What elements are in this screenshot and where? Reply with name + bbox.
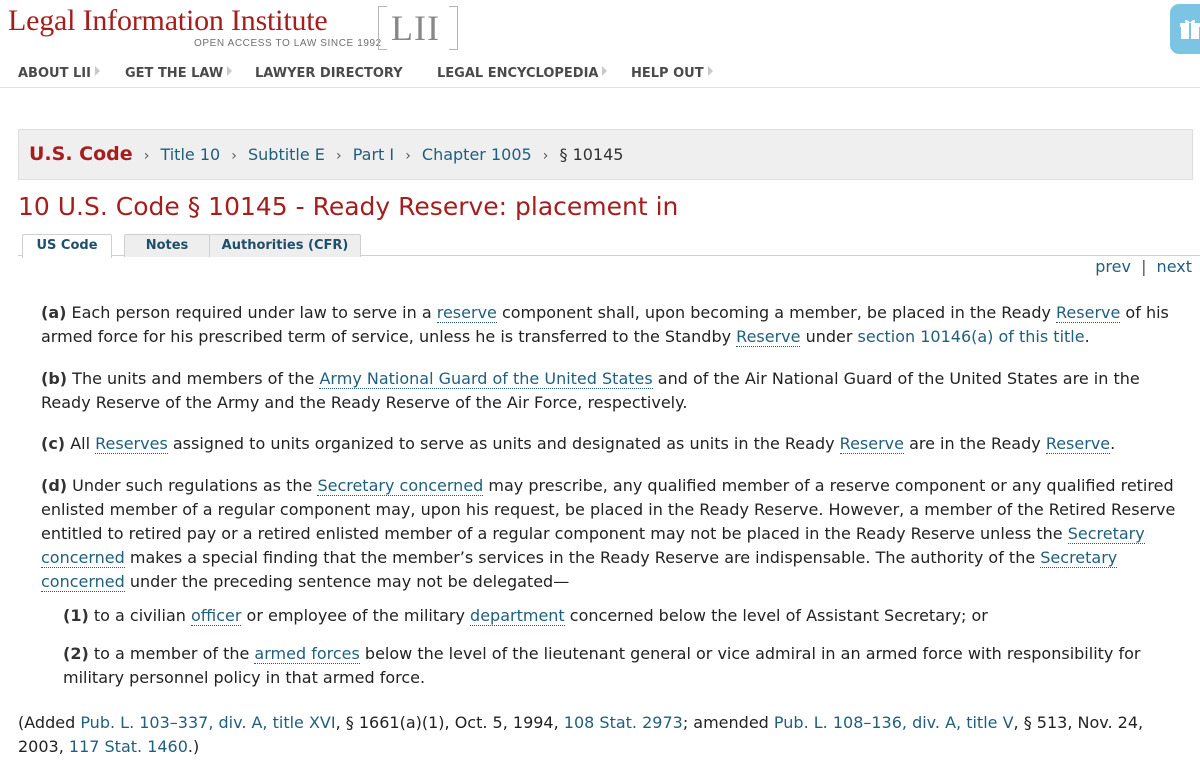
pub-law-108-136-link[interactable]: Pub. L. 108–136, div. A, title V: [773, 713, 1014, 732]
next-link[interactable]: next: [1156, 257, 1192, 276]
subsection-a: [41, 301, 1186, 349]
definition-link-reserve[interactable]: Reserve: [839, 434, 904, 453]
breadcrumb-separator: ›: [542, 148, 549, 164]
text: makes a special finding that the member’s services in the Ready Reserve are indispensable. The authority of the: [124, 548, 1041, 567]
text: or employee of the military: [241, 606, 471, 625]
text: .: [1084, 327, 1090, 346]
text: component shall, upon becoming a member, be placed in the Ready: [496, 303, 1057, 322]
text: to a civilian: [88, 606, 191, 625]
subsection-label: (c): [41, 434, 66, 453]
subsection-label: (d): [41, 476, 68, 495]
paragraph-d-1: [63, 604, 1186, 628]
breadcrumb-subtitle-e[interactable]: Subtitle E: [247, 145, 325, 164]
section-10146-link[interactable]: section 10146(a) of this title: [857, 327, 1085, 346]
caret-right-icon: [602, 66, 607, 76]
paragraph-label: (2): [63, 644, 89, 663]
definition-link-army-national-guard[interactable]: Army National Guard of the United States: [319, 369, 653, 388]
subsection-label: (b): [41, 369, 68, 388]
definition-link-armed-forces[interactable]: armed forces: [254, 644, 360, 663]
breadcrumb-part-i[interactable]: Part I: [352, 145, 395, 164]
lii-logo[interactable]: [8, 2, 458, 54]
breadcrumb: [29, 143, 623, 165]
bracket-left: [378, 6, 387, 50]
caret-right-icon: [708, 66, 713, 76]
pager: [1095, 257, 1192, 276]
main-nav: [0, 58, 1200, 88]
breadcrumb-chapter-1005[interactable]: Chapter 1005: [421, 145, 532, 164]
text: .): [187, 737, 200, 756]
text: assigned to units organized to serve as units and designated as units in the Ready: [167, 434, 840, 453]
donate-button[interactable]: [1170, 4, 1200, 54]
definition-link-reserve[interactable]: Reserve: [1056, 303, 1121, 322]
nav-help-out[interactable]: HELP OUT: [631, 66, 713, 81]
text: under: [800, 327, 858, 346]
definition-link-reserve[interactable]: Reserve: [1045, 434, 1111, 453]
nav-legal-encyclopedia[interactable]: LEGAL ENCYCLOPEDIA: [437, 66, 607, 81]
definition-link-officer[interactable]: officer: [190, 606, 242, 625]
text: All: [65, 434, 96, 453]
nav-about-lii[interactable]: ABOUT LII: [18, 66, 100, 81]
text: under the preceding sentence may not be delegated—: [124, 572, 570, 591]
text: of his armed force for his prescribed term of service, unless he is transferred to the Standby: [41, 303, 1169, 346]
caret-right-icon: [95, 66, 100, 76]
text: Each person required under law to serve in a: [66, 303, 437, 322]
paragraph-label: (1): [63, 606, 89, 625]
text: , § 1661(a)(1), Oct. 5, 1994,: [335, 713, 564, 732]
definition-link-secretary-concerned[interactable]: Secretary concerned: [317, 476, 484, 495]
tab-authorities-cfr[interactable]: Authorities (CFR): [209, 234, 361, 257]
definition-link-reserve[interactable]: Reserve: [736, 327, 801, 346]
stat-108-2973-link[interactable]: 108 Stat. 2973: [563, 713, 683, 732]
text: concerned below the level of Assistant Secretary; or: [564, 606, 988, 625]
source-credits: [18, 711, 1193, 759]
breadcrumb-separator: ›: [405, 148, 411, 164]
caret-right-icon: [227, 66, 232, 76]
breadcrumb-separator: ›: [336, 148, 342, 164]
breadcrumb-separator: ›: [231, 148, 237, 164]
subsection-b: [41, 367, 1186, 415]
text: Under such regulations as the: [67, 476, 318, 495]
text: are in the Ready: [903, 434, 1046, 453]
subsection-d: [41, 474, 1186, 594]
text: may prescribe, any qualified member of a reserve component or any qualified retired enlisted member of a regular component may, upon his request, be placed in the Ready Reserve. However, a member of the Retired Reserve entitled to retired pay or a retired enlisted member of a regular component may not be placed in the Ready Reserve unless the: [41, 476, 1176, 543]
gift-icon: [1178, 17, 1200, 41]
text: ; amended: [682, 713, 774, 732]
definition-link-secretary-concerned[interactable]: Secretary concerned: [41, 524, 1145, 567]
nav-lawyer-directory[interactable]: LAWYER DIRECTORY: [255, 66, 403, 81]
prev-link[interactable]: prev: [1095, 257, 1131, 276]
tab-notes[interactable]: Notes: [124, 234, 210, 257]
pub-law-103-337-link[interactable]: Pub. L. 103–337, div. A, title XVI: [80, 713, 336, 732]
text: below the level of the lieutenant general or vice admiral in an armed force with responsibility for military personnel policy in that armed force.: [63, 644, 1141, 687]
subsection-c: [41, 432, 1186, 456]
paragraph-d-2: [63, 642, 1186, 690]
breadcrumb-separator: ›: [143, 148, 150, 164]
definition-link-department[interactable]: department: [470, 606, 565, 625]
subsection-label: (a): [41, 303, 67, 322]
text: , § 513, Nov. 24, 2003,: [18, 713, 1144, 756]
section-tabs: [18, 232, 1200, 256]
pager-separator: |: [1141, 257, 1147, 276]
nav-get-the-law[interactable]: GET THE LAW: [125, 66, 232, 81]
definition-link-reserves[interactable]: Reserves: [95, 434, 168, 453]
text: and of the Air National Guard of the United States are in the Ready Reserve of the Army and the Ready Reserve of the Air Force, respectively.: [41, 369, 1140, 412]
breadcrumb-title-10[interactable]: Title 10: [160, 145, 221, 164]
logo-tagline: OPEN ACCESS TO LAW SINCE 1992: [194, 38, 382, 49]
text: .: [1110, 434, 1116, 453]
lii-mark-text: LII: [391, 8, 440, 48]
bracket-right: [449, 6, 458, 50]
lii-mark: [378, 6, 458, 50]
text: The units and members of the: [67, 369, 320, 388]
definition-link-reserve[interactable]: reserve: [436, 303, 497, 322]
tab-us-code[interactable]: US Code: [22, 234, 112, 258]
breadcrumb-current: § 10145: [559, 145, 624, 164]
breadcrumb-us-code[interactable]: U.S. Code: [29, 143, 133, 165]
breadcrumb-bar: [18, 129, 1193, 180]
text: (Added: [18, 713, 81, 732]
page-title: 10 U.S. Code § 10145 - Ready Reserve: placement in: [18, 192, 679, 221]
text: to a member of the: [88, 644, 255, 663]
logo-title: Legal Information Institute: [8, 4, 328, 37]
stat-117-1460-link[interactable]: 117 Stat. 1460: [68, 737, 188, 756]
definition-link-secretary-concerned[interactable]: Secretary concerned: [41, 548, 1118, 591]
